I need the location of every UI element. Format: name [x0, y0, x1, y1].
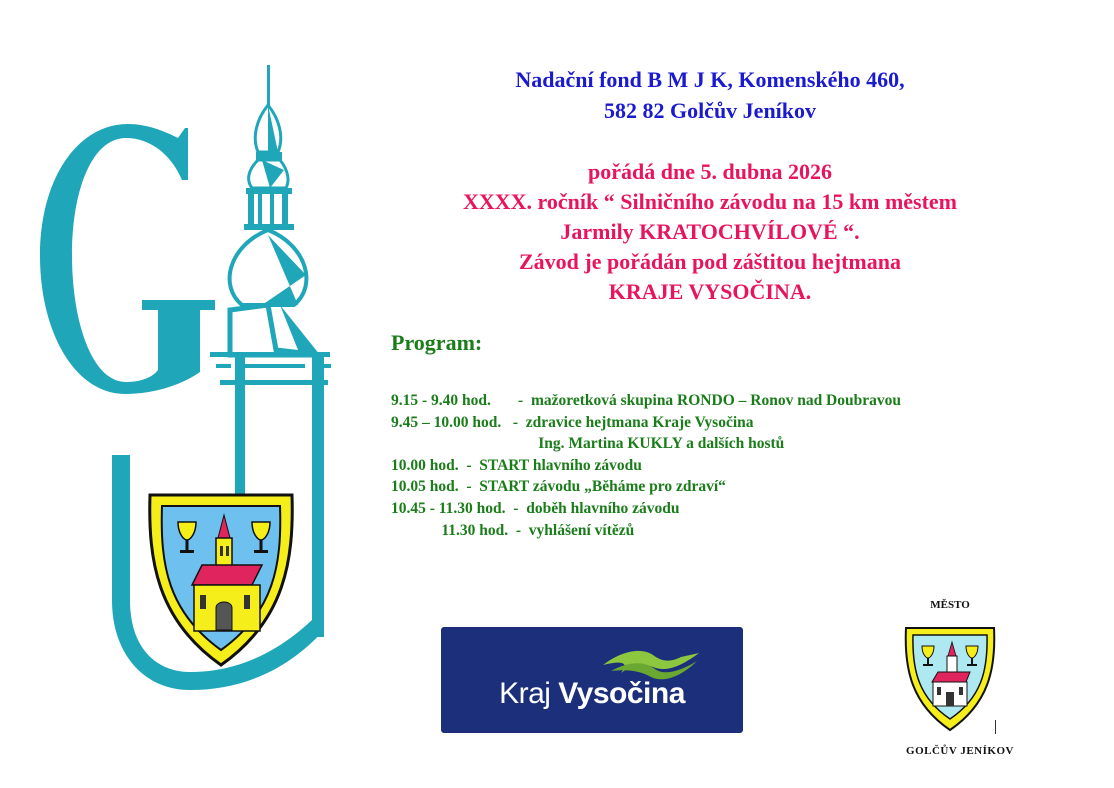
- town-crest-caption-top: MĚSTO: [930, 599, 970, 611]
- program-item: 10.45 - 11.30 hod. - doběh hlavního závodu: [391, 499, 680, 517]
- program-heading: Program:: [391, 330, 483, 355]
- program-item: 9.45 – 10.00 hod. - zdravice hejtmana Kraje Vysočina: [391, 413, 754, 431]
- town-crest-caption-bottom: GOLČŮV JENÍKOV: [906, 745, 1014, 757]
- event-patronage: Závod je pořádán pod záštitou hejtmana: [519, 249, 901, 274]
- kraj-vysocina-logo: [441, 627, 743, 733]
- event-title: XXXX. ročník “ Silničního závodu na 15 km městem: [462, 189, 958, 214]
- organizer-line-2: 582 82 Golčův Jeníkov: [603, 98, 817, 123]
- program-item: 10.05 hod. - START závodu „Běháme pro zdraví“: [391, 478, 726, 496]
- event-patronage-region: KRAJE VYSOČINA.: [608, 279, 812, 304]
- small-mark: [995, 720, 996, 734]
- kraj-logo-text: [441, 677, 743, 711]
- town-crest-icon: [902, 624, 998, 734]
- gj-monogram-logo: [30, 60, 340, 700]
- event-date: pořádá dne 5. dubna 2026: [588, 159, 832, 184]
- church-tower-icon: [210, 65, 331, 385]
- program-list: [391, 390, 901, 541]
- kraj-word: Kraj: [499, 677, 551, 710]
- vysocina-word: Vysočina: [558, 677, 685, 710]
- letter-g-icon: [40, 124, 215, 394]
- church-crest-icon: [150, 495, 292, 665]
- event-title-name: Jarmily KRATOCHVÍLOVÉ “.: [560, 219, 860, 244]
- program-item: 10.00 hod. - START hlavního závodu: [391, 456, 642, 474]
- program-item: Ing. Martina KUKLY a dalších hostů: [391, 435, 785, 453]
- organizer-line-1: Nadační fond B M J K, Komenského 460,: [515, 67, 905, 92]
- event-announcement: [380, 157, 1040, 307]
- program-item: 11.30 hod. - vyhlášení vítězů: [391, 521, 635, 539]
- program-item: 9.15 - 9.40 hod. - mažoretková skupina RONDO – Ronov nad Doubravou: [391, 392, 901, 409]
- organizer-address: [380, 64, 1040, 126]
